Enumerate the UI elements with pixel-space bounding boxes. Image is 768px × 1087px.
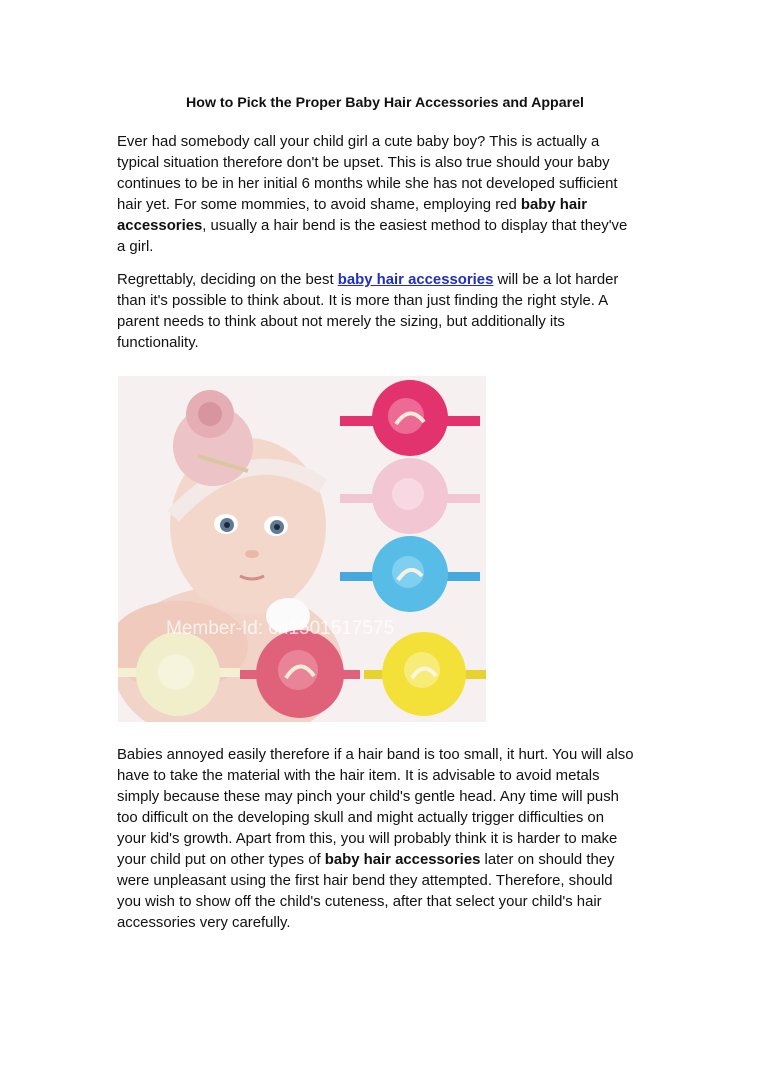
text-line <box>117 195 657 216</box>
text-line: Ever had somebody call your child girl a cute baby boy? This is actually a <box>117 134 600 150</box>
bold-keyword: baby hair accessories <box>324 852 481 868</box>
text-line: parent needs to think about not merely the sizing, but additionally its <box>117 314 565 330</box>
text-line: you wish to show off the child's cuteness, after that select your child's hair <box>117 894 602 910</box>
text-span: your child put on other types of <box>117 852 325 868</box>
text-span: , usually a hair bend is the easiest method to display that they've <box>202 218 628 234</box>
text-span: hair yet. For some mommies, to avoid shame, employing red <box>117 197 521 213</box>
paragraph-regrettably <box>117 270 657 354</box>
baby-headband-photo <box>118 376 486 722</box>
bold-keyword: accessories <box>117 218 203 234</box>
text-line: too difficult on the developing skull and might actually trigger difficulties on <box>117 810 604 826</box>
text-span: later on should they <box>480 852 615 868</box>
text-line <box>117 850 657 871</box>
bold-keyword: baby hair <box>520 197 588 213</box>
text-line: typical situation therefore don't be upset. This is also true should your baby <box>117 155 610 171</box>
paragraph-intro <box>117 132 657 258</box>
text-line: functionality. <box>117 335 199 351</box>
text-line: your kid's growth. Apart from this, you will probably think it is harder to make <box>117 831 618 847</box>
text-line: continues to be in her initial 6 months while she has not developed sufficient <box>117 176 618 192</box>
text-line: than it's possible to think about. It is more than just finding the right style. A <box>117 293 609 309</box>
text-line: Babies annoyed easily therefore if a hair band is too small, it hurt. You will also <box>117 747 634 763</box>
image-watermark: Member-Id: cn1501517575 <box>166 618 395 639</box>
paragraph-babies-annoyed <box>117 745 657 934</box>
text-span: Regrettably, deciding on the best <box>117 272 338 288</box>
text-line: accessories very carefully. <box>117 915 291 931</box>
text-line <box>117 270 657 291</box>
text-line: simply because these may pinch your child's gentle head. Any time will push <box>117 789 619 805</box>
text-line: have to take the material with the hair item. It is advisable to avoid metals <box>117 768 600 784</box>
document-title: How to Pick the Proper Baby Hair Accessories and Apparel <box>186 95 584 111</box>
baby-hair-accessories-link[interactable]: baby hair accessories <box>337 272 494 288</box>
text-line: a girl. <box>117 239 154 255</box>
text-line: were unpleasant using the first hair bend they attempted. Therefore, should <box>117 873 613 889</box>
text-span: will be a lot harder <box>493 272 619 288</box>
text-line <box>117 216 657 237</box>
